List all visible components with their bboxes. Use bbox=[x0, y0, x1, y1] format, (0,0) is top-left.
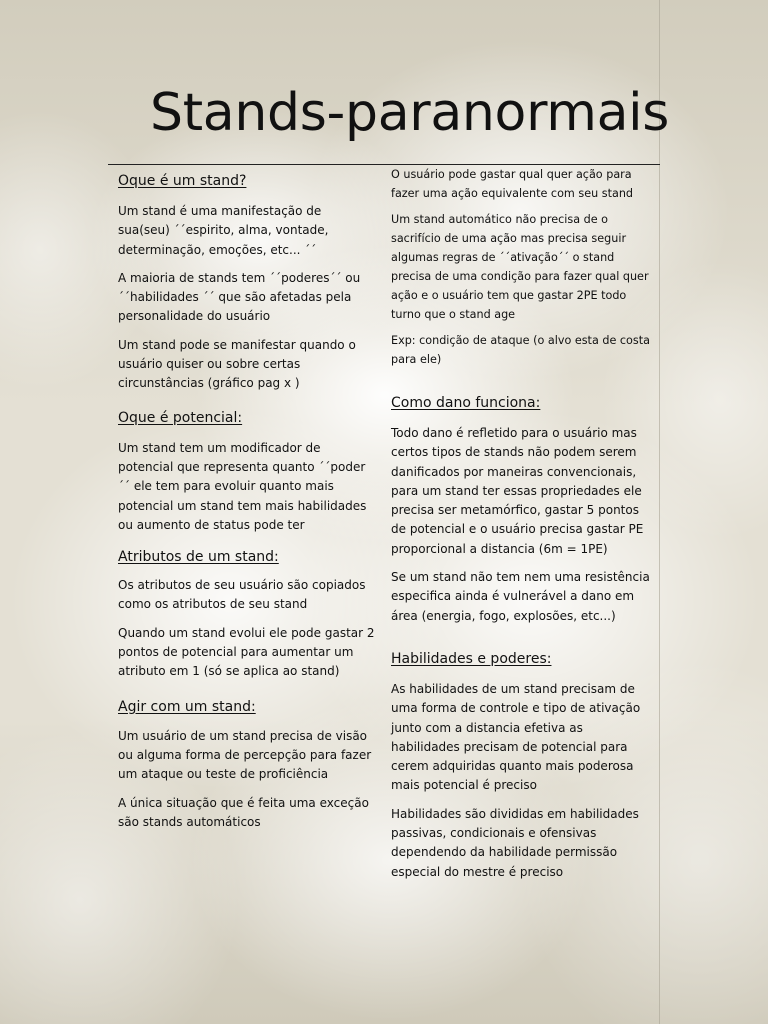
left-column bbox=[118, 168, 376, 832]
paragraph: Todo dano é refletido para o usuário mas certos tipos de stands não podem serem danificados por maneiras convencionais, para um stand ter essas propriedades ele precisa ser metamórfico, gastar 5 pontos de potencial e o usuário precisa gastar PE proporcional a distancia (6m = 1PE) bbox=[391, 426, 644, 556]
paragraph: Quando um stand evolui ele pode gastar 2 pontos de potencial para aumentar um atributo em 1 (só se aplica ao stand) bbox=[118, 625, 375, 679]
section-heading-habilidades-e-poderes: Habilidades e poderes: bbox=[391, 650, 552, 667]
section-heading-oque-e-um-stand: Oque é um stand? bbox=[118, 173, 247, 189]
section-heading-agir-com-um-stand: Agir com um stand: bbox=[118, 698, 256, 715]
paragraph: Um stand tem um modificador de potencial que representa quanto ´´poder´´ ele tem para evoluir quanto mais potencial um stand tem mais habilidades ou aumento de status pode ter bbox=[118, 440, 367, 532]
page-title: Stands-paranormais bbox=[150, 83, 670, 143]
paragraph: Um stand é uma manifestação de sua(seu) ´´espirito, alma, vontade, determinação, emoções, etc... ´´ bbox=[118, 204, 329, 257]
paragraph: Um usuário de um stand precisa de visão ou alguma forma de percepção para fazer um ataque ou teste de proficiência bbox=[118, 728, 372, 782]
paragraph: Exp: condição de ataque (o alvo esta de costa para ele) bbox=[391, 334, 650, 366]
paragraph: A única situação que é feita uma exceção são stands automáticos bbox=[118, 795, 369, 829]
paragraph: A maioria de stands tem ´´poderes´´ ou ´´habilidades ´´ que são afetadas pela personalidade do usuário bbox=[118, 270, 361, 324]
paragraph: Um stand pode se manifestar quando o usuário quiser ou sobre certas circunstâncias (gráfico pag x ) bbox=[118, 337, 356, 391]
section-heading-atributos-de-um-stand: Atributos de um stand: bbox=[118, 549, 279, 566]
section-heading-como-dano-funciona: Como dano funciona: bbox=[391, 395, 541, 411]
paragraph: Um stand automático não precisa de o sacrifício de uma ação mas precisa seguir algumas regras de ´´ativação´´ o stand precisa de uma condição para fazer qual quer ação e o usuário tem que gastar 2PE todo turno que o stand age bbox=[391, 213, 649, 321]
paragraph: O usuário pode gastar qual quer ação para fazer uma ação equivalente com seu stand bbox=[391, 168, 634, 200]
right-column bbox=[391, 164, 653, 882]
paragraph: As habilidades de um stand precisam de uma forma de controle e tipo de ativação junto com a distancia efetiva as habilidades precisam de potencial para cerem adquiridas quanto mais poderosa mais potencial é preciso bbox=[391, 681, 641, 793]
page-edge-line bbox=[659, 0, 660, 1024]
paragraph: Se um stand não tem nem uma resistência especifica ainda é vulnerável a dano em área (energia, fogo, explosões, etc...) bbox=[391, 570, 650, 623]
section-heading-oque-e-potencial: Oque é potencial: bbox=[118, 409, 243, 426]
paragraph: Os atributos de seu usuário são copiados como os atributos de seu stand bbox=[118, 578, 366, 612]
paragraph: Habilidades são divididas em habilidades passivas, condicionais e ofensivas dependendo da habilidade permissão especial do mestre é preciso bbox=[391, 806, 639, 879]
